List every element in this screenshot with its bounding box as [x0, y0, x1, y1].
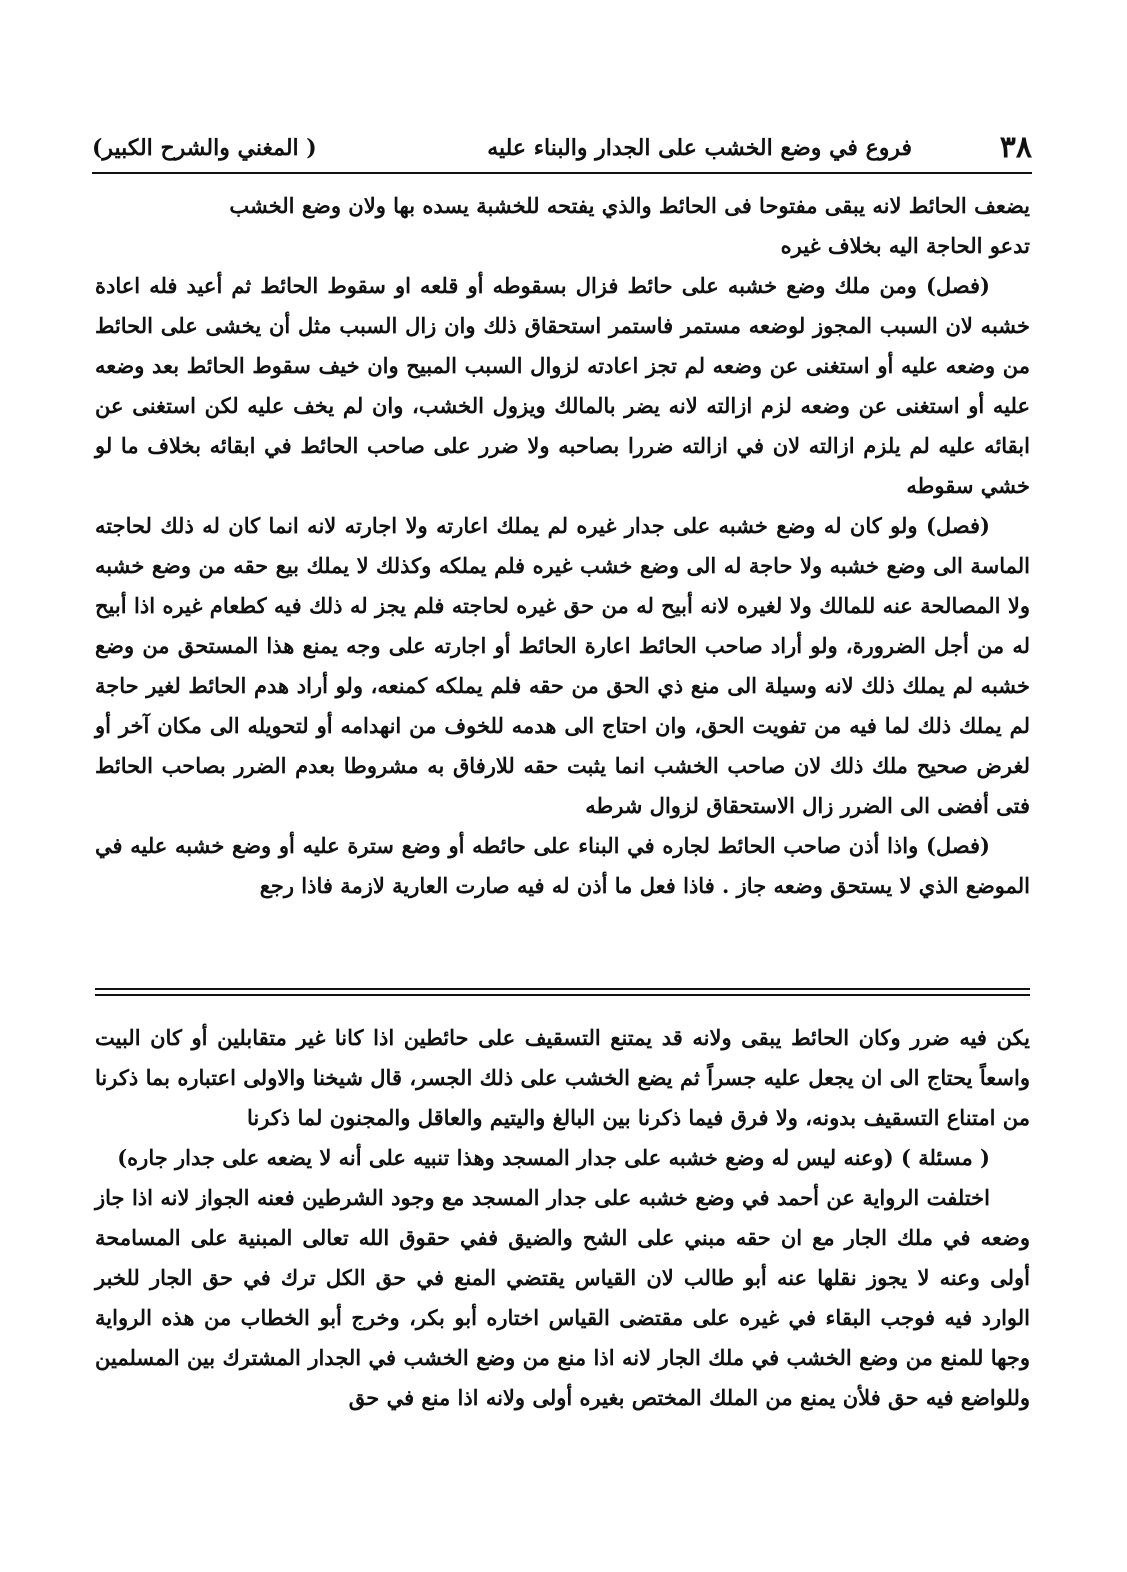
page-header	[92, 128, 1032, 168]
paragraph-section: (فصل) واذا أذن صاحب الحائط لجاره في البناء على حائطه أو وضع سترة عليه أو وضع خشبه عليه في الموضع الذي لا يستحق وضعه جاز . فاذا فعل ما أذن له فيه صارت العارية لازمة فاذا رجع	[95, 833, 1030, 898]
commentary-text	[95, 1018, 1030, 1418]
continuation-text: يكن فيه ضرر وكان الحائط يبقى ولانه قد يمتنع التسقيف على حائطين اذا كانا غير متقابلين أو كان البيت واسعاً يحتاج الى ان يجعل عليه جسراً ثم يضع الخشب على ذلك الجسر، قال شيخنا والاولى اعتباره بما ذكرنا من امتناع التسقيف بدونه، ولا فرق فيما ذكرنا بين البالغ واليتيم والعاقل والمجنون لما ذكرنا	[95, 1025, 1030, 1130]
paragraph-section: (فصل) ومن ملك وضع خشبه على حائط فزال بسقوطه أو قلعه او سقوط الحائط ثم أعيد فله اعادة خشبه لان السبب المجوز لوضعه مستمر فاستمر استحقاق ذلك وان زال السبب مثل أن يخشى على الحائط من وضعه عليه أو استغنى عن وضعه لم تجز اعادته لزوال السبب المبيح وان خيف سقوط الحائط بعد وضعه عليه أو استغنى عن وضعه لزم ازالته لانه يضر بالمالك ويزول الخشب، وان لم يخف عليه لكن استغنى عن ابقائه عليه لم يلزم ازالته لان في ازالته ضررا بصاحبه ولا ضرر على صاحب الحائط في ابقائه بخلاف ما لو خشي سقوطه	[95, 273, 1030, 498]
section-divider	[95, 988, 1030, 990]
header-rule	[92, 172, 1032, 174]
section-divider	[95, 994, 1030, 996]
continuation-text: يضعف الحائط لانه يبقى مفتوحا فى الحائط والذي يفتحه للخشبة يسده بها ولان وضع الخشب	[229, 193, 1030, 218]
paragraph-section: (فصل) ولو كان له وضع خشبه على جدار غيره لم يملك اعارته ولا اجارته لانه انما كان له ذلك لحاجته الماسة الى وضع خشبه ولا حاجة له الى وضع خشب غيره فلم يملكه وكذلك لا يملك بيع حقه من وضع خشبه ولا المصالحة عنه للمالك ولا لغيره لانه أبيح له من حق غيره لحاجته فلم يجز له ذلك فيه كطعام غيره اذا أبيح له من أجل الضرورة، ولو أراد صاحب الحائط اعارة الحائط أو اجارته على وجه يمنع هذا المستحق من وضع خشبه لم يملك ذلك لانه وسيلة الى منع ذي الحق من حقه فلم يملكه كمنعه، ولو أراد هدم الحائط لغير حاجة لم يملك ذلك لما فيه من تفويت الحق، وان احتاج الى هدمه للخوف من انهدامه أو لتحويله الى مكان آخر أو لغرض صحيح ملك ذلك لان صاحب الخشب انما يثبت حقه للارفاق به مشروطا بعدم الضرر بصاحب الحائط فتى أفضى الى الضرر زال الاستحقاق لزوال شرطه	[95, 513, 1030, 818]
issue-heading: ( مسئلة ) (وعنه ليس له وضع خشبه على جدار المسجد وهذا تنبيه على أنه لا يضعه على جدار جاره)	[117, 1145, 990, 1170]
page-number: ٣٨	[999, 130, 1032, 165]
paragraph-section: اختلفت الرواية عن أحمد في وضع خشبه على جدار المسجد مع وجود الشرطين فعنه الجواز لانه اذا جاز وضعه في ملك الجار مع ان حقه مبني على الشح والضيق ففي حقوق الله تعالى المبنية على المسامحة أولى وعنه لا يجوز نقلها عنه أبو طالب لان القياس يقتضي المنع في حق الكل ترك في حق الجار للخبر الوارد فيه فوجب البقاء في غيره على مقتضى القياس اختاره أبو بكر، وخرج أبو الخطاب من هذه الرواية وجها للمنع من وضع الخشب في ملك الجار لانه اذا منع من وضع الخشب في الجدار المشترك بين المسلمين وللواضع فيه حق فلأن يمنع من الملك المختص بغيره أولى ولانه اذا منع في حق	[95, 1185, 1030, 1410]
book-title: ( المغني والشرح الكبير)	[92, 135, 317, 161]
main-text	[95, 186, 1030, 906]
continuation-text: تدعو الحاجة اليه بخلاف غيره	[780, 233, 1030, 258]
running-title: فروع في وضع الخشب على الجدار والبناء عليه	[487, 135, 912, 161]
